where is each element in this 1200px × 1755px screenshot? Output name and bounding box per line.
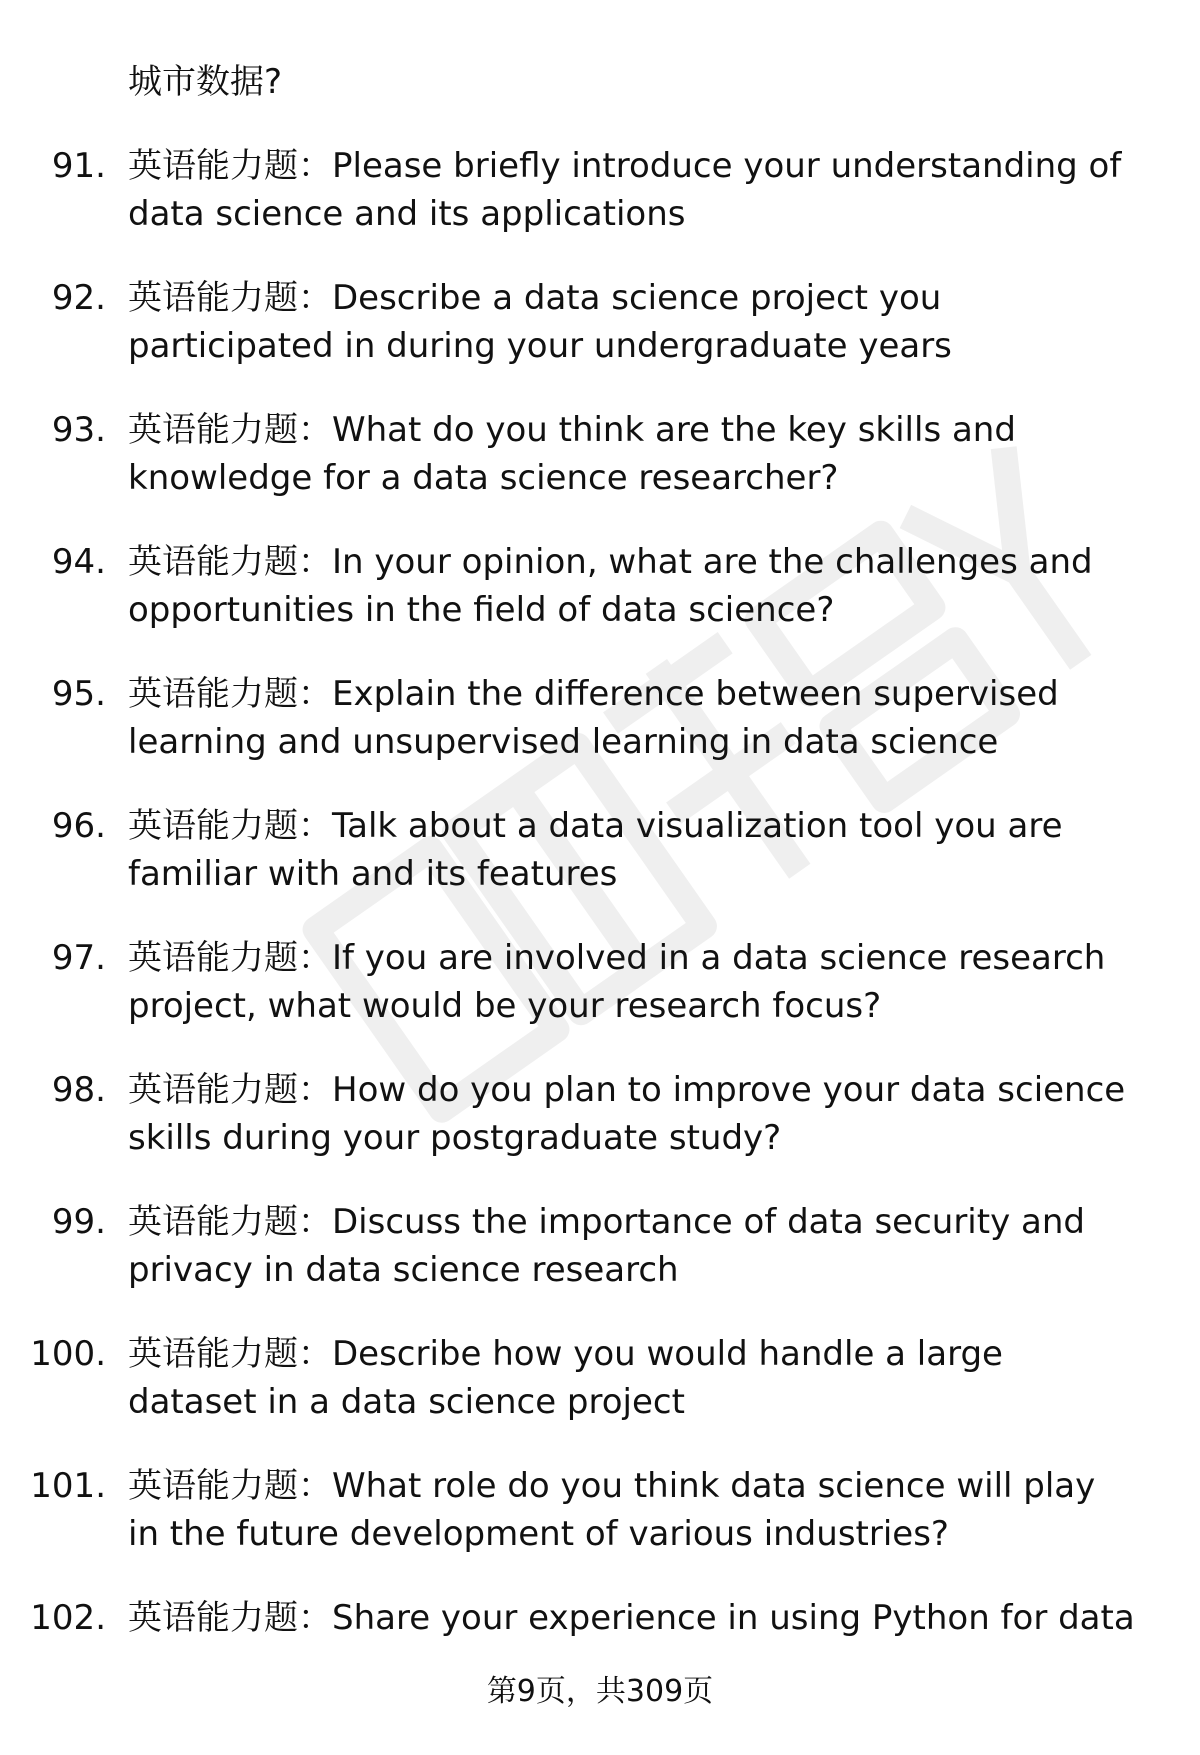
question-number: 99.: [51, 1202, 106, 1242]
question-number: 96.: [51, 806, 106, 846]
question-line: knowledge for a data science researcher?: [128, 458, 839, 498]
page-number-footer: 第9页，共309页: [486, 1674, 714, 1709]
question-line: 英语能力题：Please briefly introduce your understanding of: [128, 146, 1122, 186]
question-line: dataset in a data science project: [128, 1382, 685, 1422]
question-number: 100.: [30, 1334, 106, 1374]
question-item: [0, 1330, 1200, 1462]
question-line: 英语能力题：In your opinion, what are the challenges and: [128, 542, 1093, 582]
question-line: data science and its applications: [128, 194, 686, 234]
question-text: [128, 1594, 1158, 1642]
question-line: 英语能力题：Talk about a data visualization tool you are: [128, 806, 1063, 846]
question-line: 英语能力题：Discuss the importance of data security and: [128, 1202, 1085, 1242]
question-line: 英语能力题：How do you plan to improve your data science: [128, 1070, 1126, 1110]
question-item: [0, 1198, 1200, 1330]
question-text: [128, 934, 1158, 1030]
question-line: 英语能力题：What role do you think data science will play: [128, 1466, 1096, 1506]
question-line: participated in during your undergraduate years: [128, 326, 952, 366]
question-line: familiar with and its features: [128, 854, 618, 894]
question-line: 英语能力题：Describe how you would handle a large: [128, 1334, 1003, 1374]
question-number: 93.: [51, 410, 106, 450]
question-item: [0, 538, 1200, 670]
question-item: [0, 1066, 1200, 1198]
question-line: 英语能力题：What do you think are the key skills and: [128, 410, 1016, 450]
question-line: 英语能力题：Describe a data science project you: [128, 278, 942, 318]
question-number: 102.: [30, 1598, 106, 1638]
question-text: [128, 1198, 1158, 1294]
question-text: [128, 142, 1158, 238]
question-item: [0, 1462, 1200, 1594]
question-text: [128, 406, 1158, 502]
question-text: [128, 802, 1158, 898]
question-number: 97.: [51, 938, 106, 978]
question-text: [128, 274, 1158, 370]
question-number: 94.: [51, 542, 106, 582]
question-text: [128, 1066, 1158, 1162]
question-item: [0, 670, 1200, 802]
question-list: [0, 142, 1200, 1726]
question-item: [0, 802, 1200, 934]
question-item: [0, 934, 1200, 1066]
question-text: [128, 670, 1158, 766]
question-item: [0, 406, 1200, 538]
question-number: 101.: [30, 1466, 106, 1506]
question-number: 98.: [51, 1070, 106, 1110]
question-number: 92.: [51, 278, 106, 318]
question-item: [0, 142, 1200, 274]
question-line: privacy in data science research: [128, 1250, 679, 1290]
question-text: [128, 538, 1158, 634]
question-number: 91.: [51, 146, 106, 186]
question-text: [128, 1330, 1158, 1426]
question-number: 95.: [51, 674, 106, 714]
question-line: opportunities in the field of data science?: [128, 590, 835, 630]
question-text: [128, 1462, 1158, 1558]
question-item: [0, 274, 1200, 406]
continuation-text: 城市数据?: [128, 62, 283, 102]
question-line: skills during your postgraduate study?: [128, 1118, 782, 1158]
question-line: project, what would be your research focus?: [128, 986, 882, 1026]
question-line: 英语能力题：Share your experience in using Python for data: [128, 1598, 1135, 1638]
question-line: 英语能力题：Explain the difference between supervised: [128, 674, 1059, 714]
question-line: 英语能力题：If you are involved in a data science research: [128, 938, 1106, 978]
question-line: in the future development of various industries?: [128, 1514, 949, 1554]
question-line: learning and unsupervised learning in data science: [128, 722, 999, 762]
